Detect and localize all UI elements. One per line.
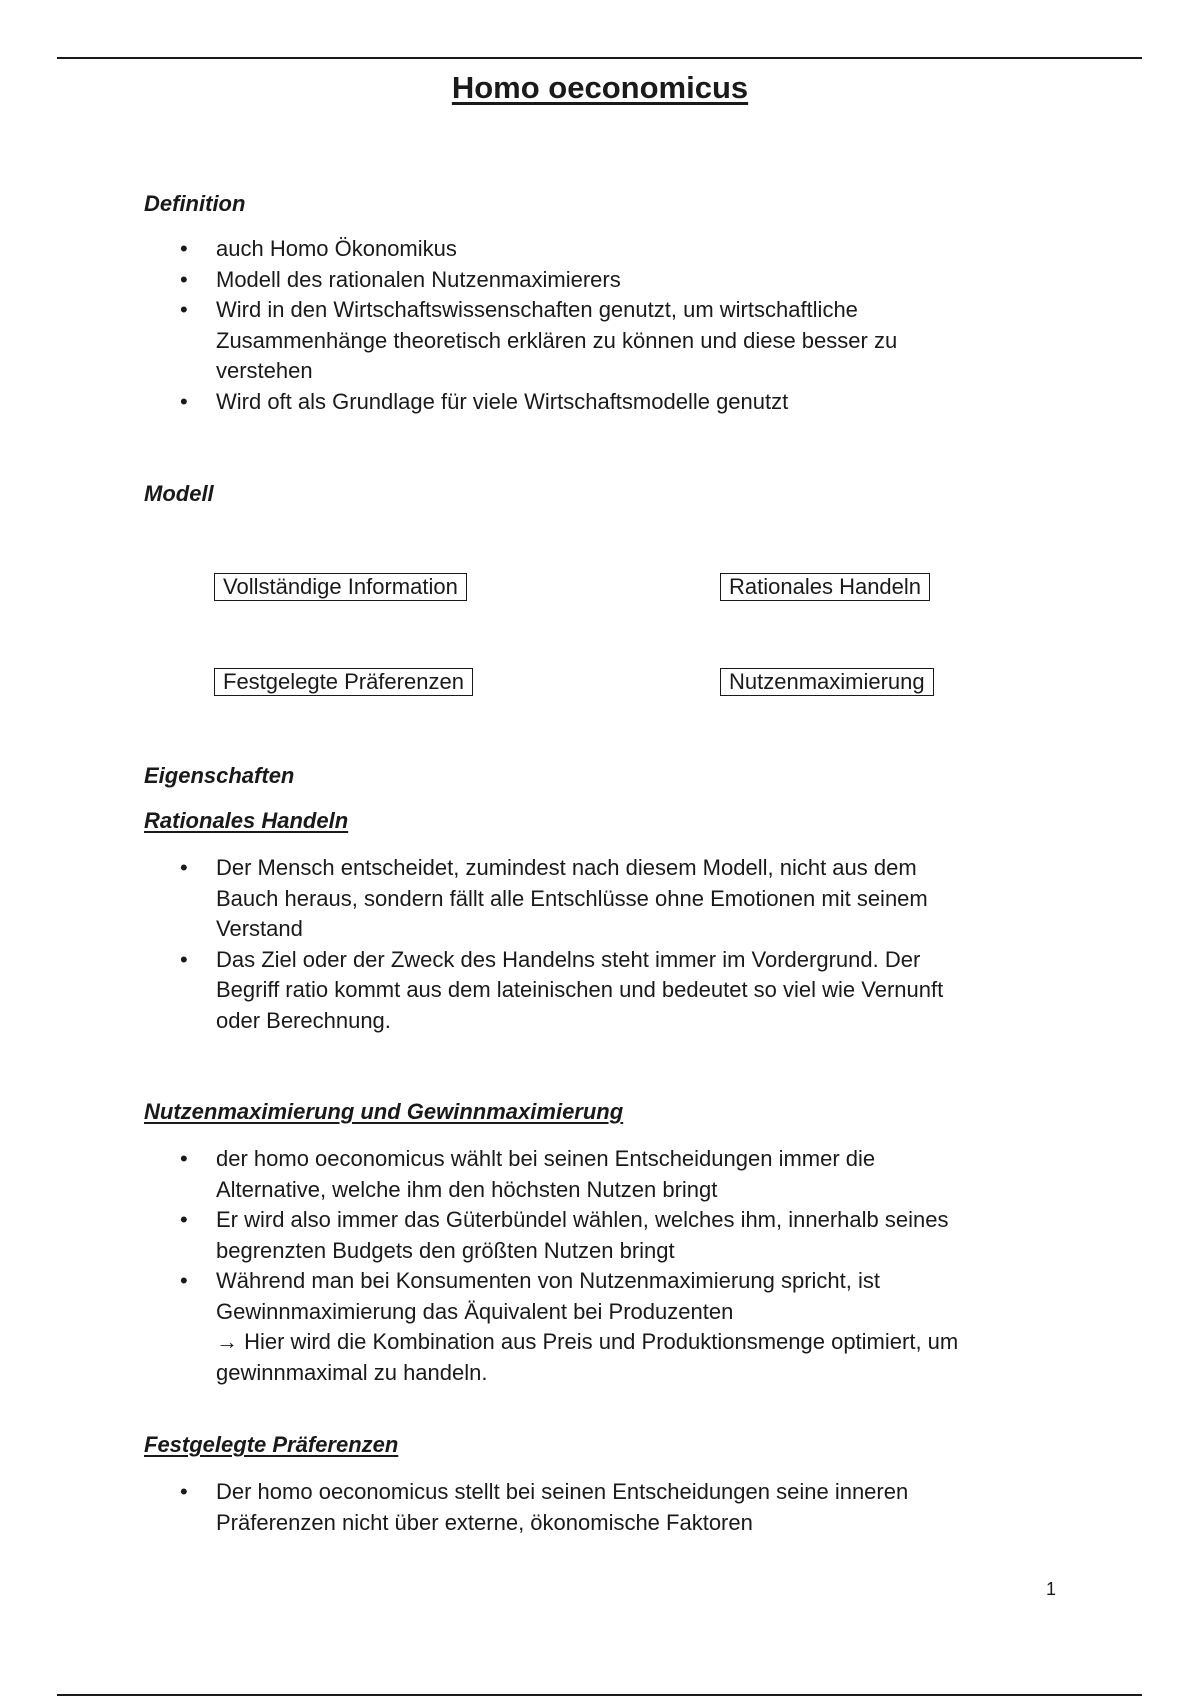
list-item-line: Der homo oeconomicus stellt bei seinen Entscheidungen seine inneren [216,1479,909,1504]
list-item [144,853,1044,945]
list-item-line: gewinnmaximal zu handeln. [216,1359,488,1385]
bullet-icon: • [180,1479,188,1504]
list-item-line: Während man bei Konsumenten von Nutzenmaximierung spricht, ist [216,1268,880,1293]
eigenschaften-heading: Eigenschaften [144,763,295,788]
festgelegte-praeferenzen-list [144,1477,1044,1538]
list-item-line: Alternative, welche ihm den höchsten Nutzen bringt [216,1176,718,1202]
box-vollstaendige-information: Vollständige Information [214,573,467,601]
modell-heading: Modell [144,481,214,506]
list-item-line: Wird in den Wirtschaftswissenschaften genutzt, um wirtschaftliche [216,297,858,322]
list-item-line: Wird oft als Grundlage für viele Wirtschaftsmodelle genutzt [216,388,789,414]
list-item [144,1144,1044,1205]
top-rule [57,57,1142,59]
bottom-rule [57,1694,1142,1696]
bullet-icon: • [180,1207,188,1232]
list-item-line: oder Berechnung. [216,1007,391,1033]
list-item [144,1477,1044,1538]
box-nutzenmaximierung: Nutzenmaximierung [720,668,934,696]
bullet-icon: • [180,297,188,322]
list-item [144,265,1044,296]
list-item [144,1266,1044,1388]
rationales-handeln-list [144,853,1044,1036]
festgelegte-praeferenzen-heading: Festgelegte Präferenzen [144,1432,399,1457]
list-item-line: Modell des rationalen Nutzenmaximierers [216,266,621,292]
list-item [144,387,1044,418]
list-item-line: Der Mensch entscheidet, zumindest nach diesem Modell, nicht aus dem [216,855,917,880]
page-number: 1 [1046,1579,1057,1599]
box-festgelegte-praeferenzen: Festgelegte Präferenzen [214,668,473,696]
bullet-icon: • [180,855,188,880]
list-item [144,945,1044,1037]
list-item-line: Gewinnmaximierung das Äquivalent bei Produzenten [216,1298,734,1324]
list-item [144,1205,1044,1266]
list-item [144,295,1044,387]
bullet-icon: • [180,1146,188,1171]
page-title: Homo oeconomicus [451,70,749,105]
definition-heading: Definition [144,191,246,216]
list-item-line: verstehen [216,358,313,383]
list-item-line: Zusammenhänge theoretisch erklären zu können und diese besser zu [216,327,898,353]
list-item-line: Bauch heraus, sondern fällt alle Entschlüsse ohne Emotionen mit seinem [216,885,928,911]
bullet-icon: • [180,236,188,261]
list-item-line: auch Homo Ökonomikus [216,236,457,261]
definition-list [144,234,1044,417]
list-item-line: Präferenzen nicht über externe, ökonomische Faktoren [216,1509,753,1535]
list-item-line: → Hier wird die Kombination aus Preis und Produktionsmenge optimiert, um [216,1329,959,1354]
bullet-icon: • [180,388,188,414]
list-item-line: Er wird also immer das Güterbündel wählen, welches ihm, innerhalb seines [216,1207,949,1232]
list-item-line: Verstand [216,916,303,941]
bullet-icon: • [180,266,188,292]
list-item-line: Das Ziel oder der Zweck des Handelns steht immer im Vordergrund. Der [216,946,921,972]
bullet-icon: • [180,946,188,972]
nutzenmaximierung-list [144,1144,1044,1388]
list-item-line: der homo oeconomicus wählt bei seinen Entscheidungen immer die [216,1146,876,1171]
nutzenmaximierung-heading: Nutzenmaximierung und Gewinnmaximierung [144,1099,624,1124]
list-item-line: Begriff ratio kommt aus dem lateinischen und bedeutet so viel wie Vernunft [216,977,944,1002]
bullet-icon: • [180,1268,188,1293]
list-item-line: begrenzten Budgets den größten Nutzen bringt [216,1237,675,1263]
list-item [144,234,1044,265]
box-rationales-handeln: Rationales Handeln [720,573,930,601]
rationales-handeln-heading: Rationales Handeln [144,808,349,833]
